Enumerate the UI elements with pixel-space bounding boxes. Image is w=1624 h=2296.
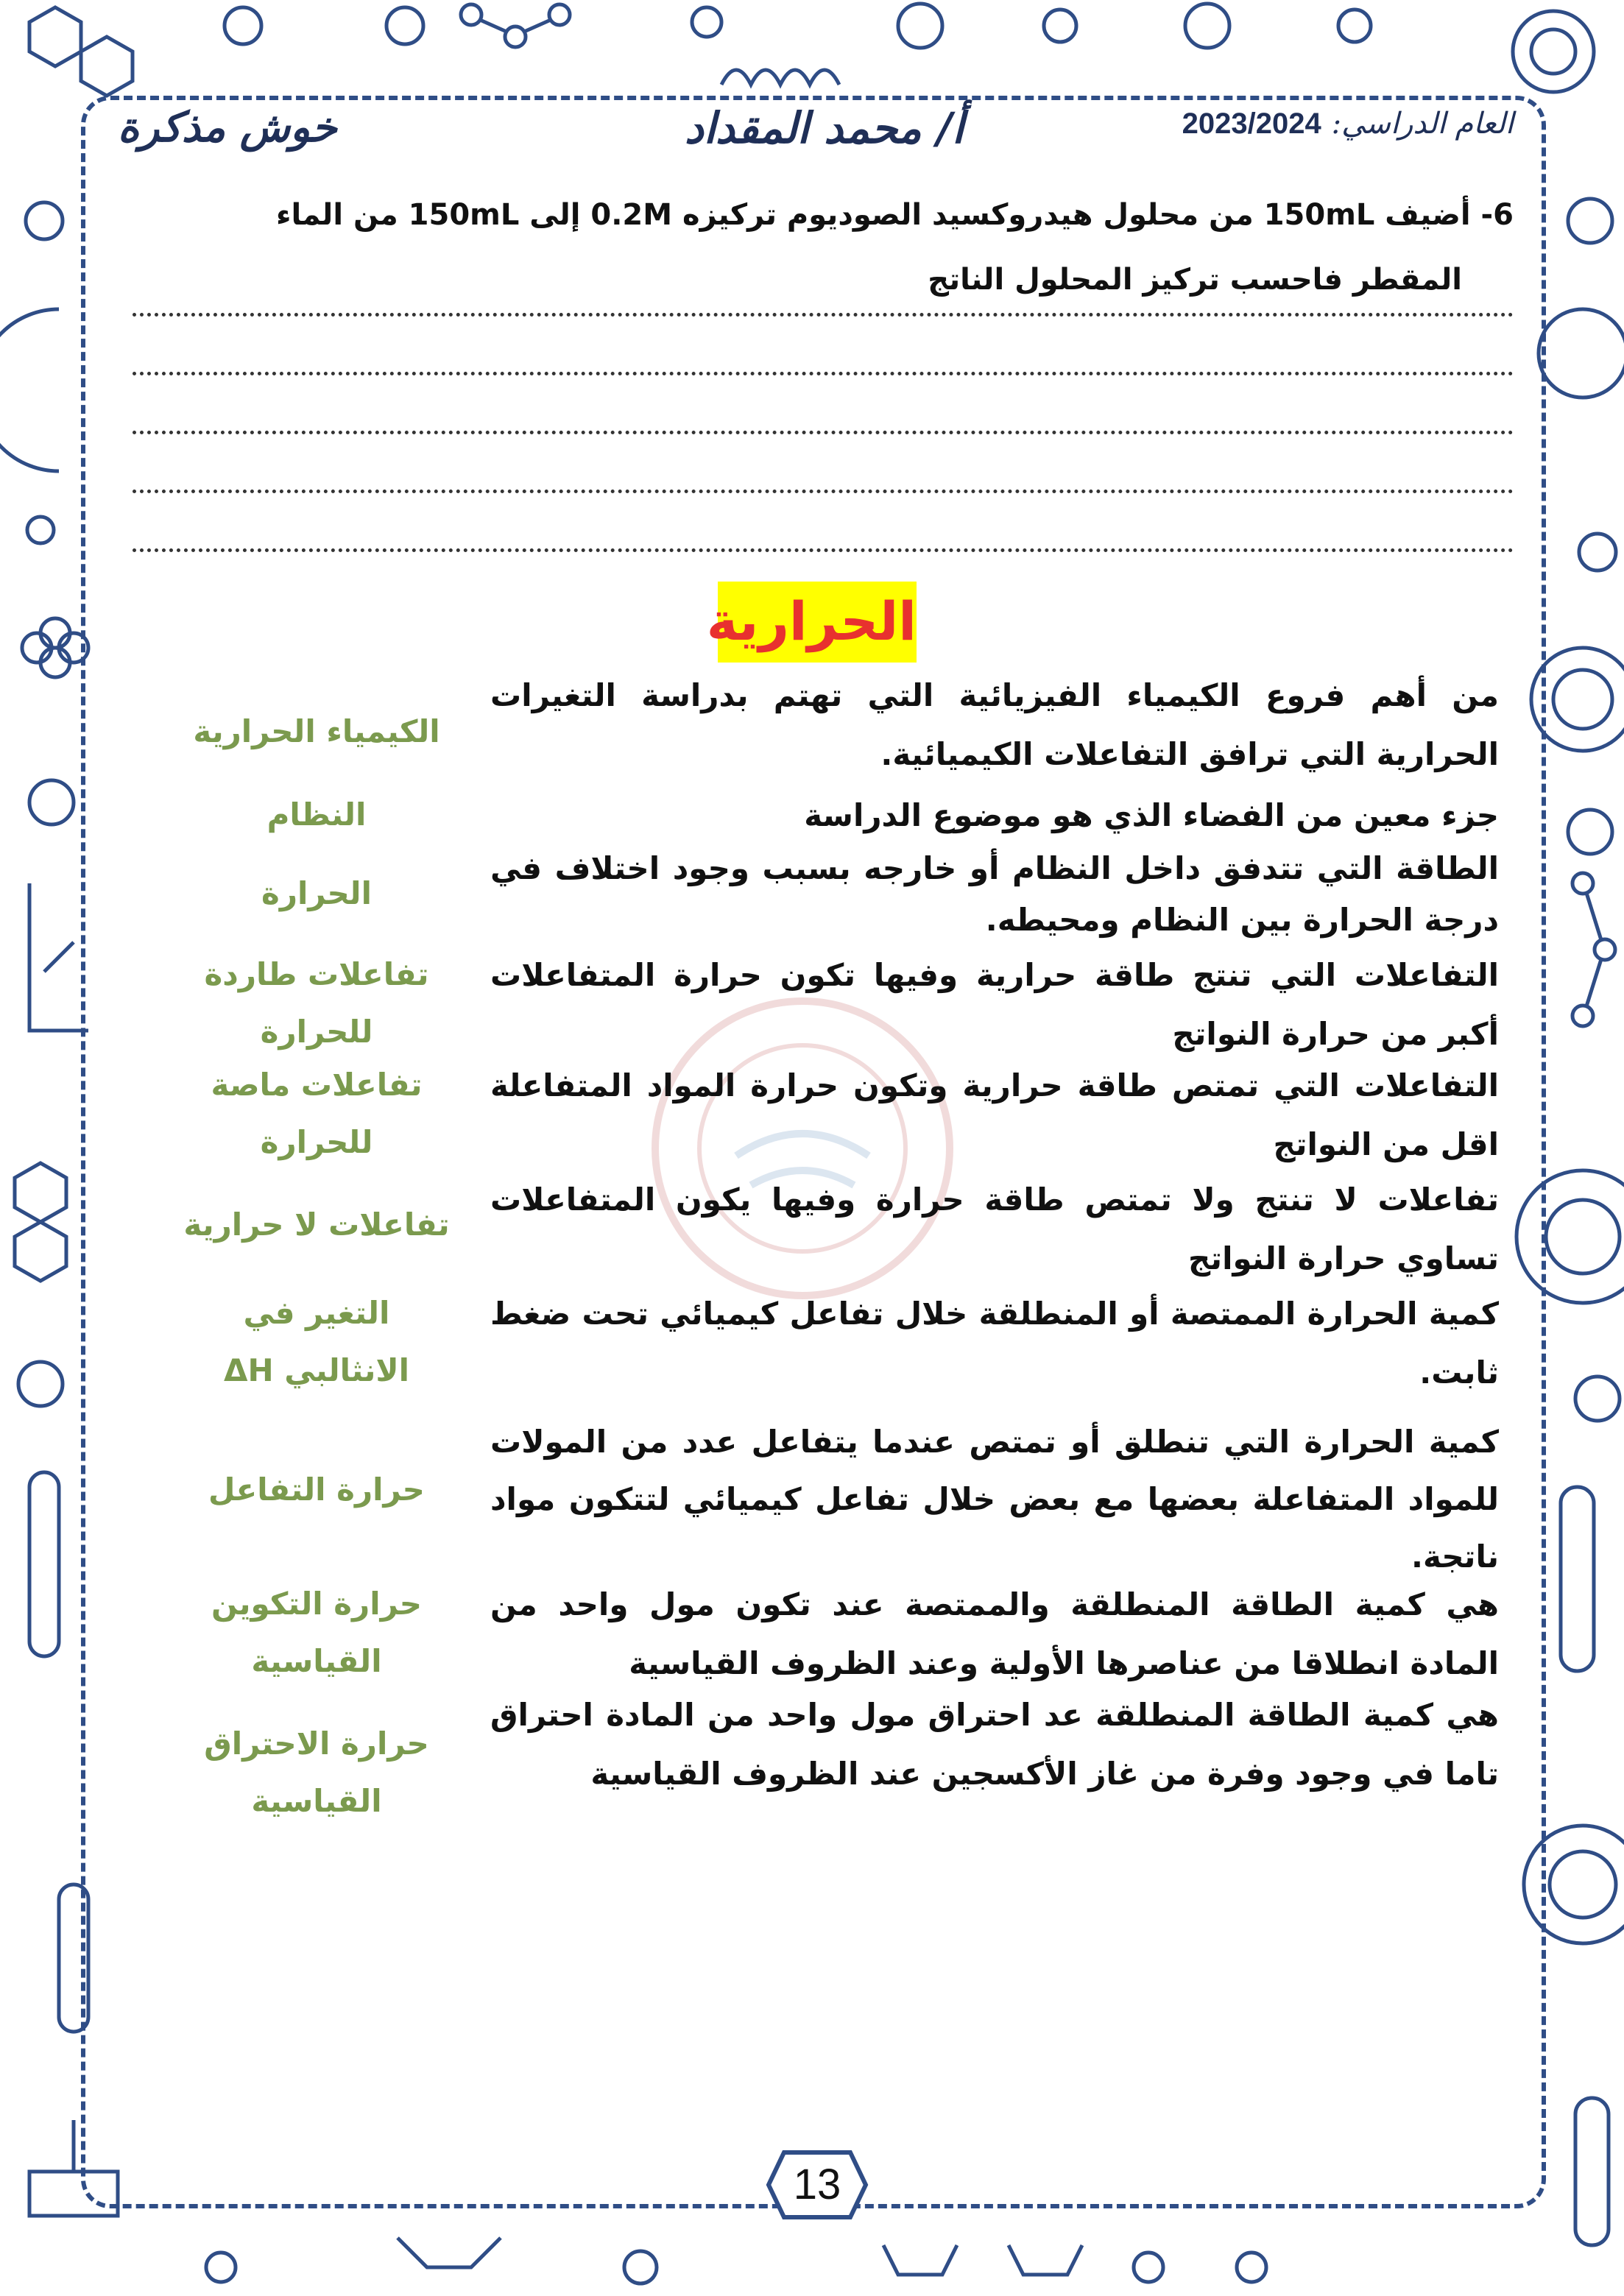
test-tube-icon [1575, 2098, 1609, 2245]
brand-name: خوش مذكرة [118, 103, 337, 152]
circle-icon [206, 2253, 236, 2282]
definition-text: التفاعلات التي تنتج طاقة حرارية وفيها تكون حرارة المتفاعلات أكبر من حرارة النواتج [490, 957, 1499, 1052]
term-label: حرارة التكوين القياسية [211, 1586, 423, 1679]
circle-icon [1579, 534, 1616, 571]
circle-icon [26, 202, 63, 239]
circle-icon [1134, 2253, 1163, 2282]
question-line-2: المقطر فاحسب تركيز المحلول الناتج [928, 263, 1462, 297]
coil-icon [721, 70, 839, 85]
dish-icon [1009, 2245, 1082, 2275]
circle-icon [18, 1362, 63, 1406]
term-label: الحرارة [261, 875, 372, 911]
hexagon-molecule-icon [15, 1163, 66, 1281]
definition-text: من أهم فروع الكيمياء الفيزيائية التي تهتم بدراسة التغيرات الحرارية التي ترافق التفاعلات الكيميائية. [490, 677, 1499, 772]
definition-text: كمية الحرارة التي تنطلق أو تمتص عندما يتفاعل عدد من المولات للمواد المتفاعلة بعضها مع بعض خلال تفاعل كيميائي لتتكون مواد ناتجة. [490, 1424, 1499, 1575]
gear-icon [1513, 11, 1594, 92]
answer-line [133, 490, 1514, 493]
answer-line [133, 372, 1514, 375]
flask-stand-icon [29, 883, 88, 1031]
circle-icon [1185, 4, 1229, 48]
section-title: الحرارية [718, 582, 917, 663]
circle-icon [1568, 810, 1612, 854]
molecule-icon [461, 4, 570, 47]
circle-icon [1044, 10, 1076, 42]
definition-text: هي كمية الطاقة المنطلقة عد احتراق مول واحد من المادة احتراق تاما في وجود وفرة من غاز الأكسجين عند الظروف القياسية [490, 1697, 1499, 1792]
answer-line [133, 431, 1514, 434]
question-6 [162, 183, 1514, 312]
circle-icon [1338, 10, 1371, 42]
term-label: التغير في الانثالبي ΔH [223, 1295, 410, 1388]
page-number-text: 13 [793, 2161, 841, 2208]
circle-icon [898, 4, 942, 48]
teacher-name: أ/ محمد المقداد [685, 103, 964, 153]
definition-text: التفاعلات التي تمتص طاقة حرارية وتكون حرارة المواد المتفاعلة اقل من النواتج [490, 1067, 1499, 1162]
definition-text: هي كمية الطاقة المنطلقة والممتصة عند تكون مول واحد من المادة انطلاقا من عناصرها الأولية وعند الظروف القياسية [490, 1586, 1499, 1681]
definition-text: تفاعلات لا تنتج ولا تمتص طاقة حرارة وفيها يكون المتفاعلات تساوي حرارة النواتج [490, 1181, 1499, 1276]
circle-icon [29, 780, 74, 824]
circle-icon [624, 2251, 657, 2283]
term-label: تفاعلات ماصة للحرارة [211, 1067, 423, 1160]
circle-icon [1575, 1377, 1620, 1421]
definition-text: الطاقة التي تتدفق داخل النظام أو خارجه بسبب وجود اختلاف في درجة الحرارة بين النظام ومحيطه. [490, 850, 1499, 938]
dish-icon [883, 2245, 957, 2275]
gear-icon [1539, 309, 1624, 398]
hexagon-molecule-icon [29, 7, 133, 96]
term-label: تفاعلات طاردة للحرارة [204, 956, 429, 1050]
molecule-icon [1572, 873, 1615, 1026]
academic-year-label: العام الدراسي: [1331, 107, 1514, 141]
answer-line [133, 313, 1514, 317]
test-tube-icon [1561, 1487, 1594, 1671]
test-tube-icon [29, 1472, 59, 1656]
circle-icon [386, 7, 423, 44]
term-label: النظام [266, 796, 367, 833]
term-label: تفاعلات لا حرارية [183, 1207, 450, 1243]
circle-icon [692, 7, 721, 37]
flask-icon [398, 2238, 501, 2267]
circle-icon [1568, 199, 1612, 243]
academic-year [1182, 107, 1514, 141]
definition-text: كمية الحرارة الممتصة أو المنطلقة خلال تفاعل كيميائي تحت ضغط ثابت. [490, 1296, 1499, 1391]
answer-line [133, 548, 1514, 552]
circle-icon [225, 7, 261, 44]
circle-icon [27, 517, 54, 543]
term-label: الكيمياء الحرارية [193, 713, 440, 749]
term-label: حرارة التفاعل [208, 1472, 425, 1508]
cycle-arrow-icon [0, 309, 59, 471]
term-label: حرارة الاحتراق القياسية [204, 1725, 429, 1819]
page-number [766, 2150, 869, 2220]
question-line-1: 6- أضيف 150mL من محلول هيدروكسيد الصوديوم تركيزه 0.2M إلى 150mL من الماء [276, 198, 1514, 232]
flower-molecule-icon [22, 618, 88, 677]
circle-icon [1237, 2253, 1266, 2282]
definition-text: جزء معين من الفضاء الذي هو موضوع الدراسة [804, 797, 1499, 833]
academic-year-value: 2023/2024 [1182, 107, 1321, 140]
